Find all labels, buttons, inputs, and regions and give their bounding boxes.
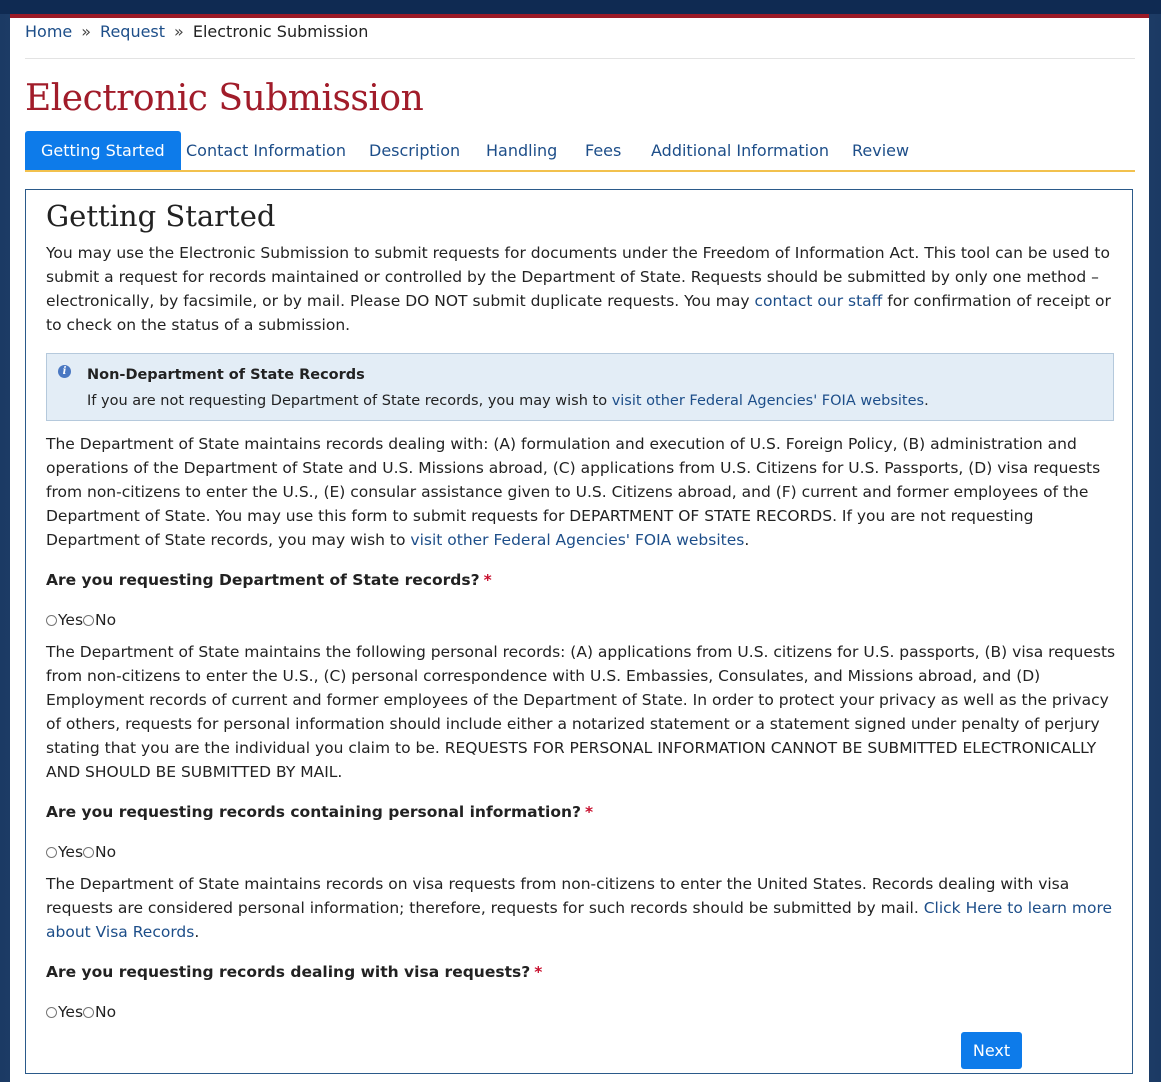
tab-description[interactable]: Description xyxy=(369,141,461,160)
federal-agencies-link[interactable]: visit other Federal Agencies' FOIA websites xyxy=(410,531,745,549)
alert-text-part: If you are not requesting Department of State records, you may wish to xyxy=(87,393,612,409)
radio-no[interactable] xyxy=(83,609,116,631)
radio-no[interactable] xyxy=(83,1001,116,1023)
page-content xyxy=(10,18,1149,1082)
radio-no-input[interactable] xyxy=(83,1007,94,1018)
radio-label: Yes xyxy=(58,1002,84,1021)
question-dos-records xyxy=(46,568,492,592)
alert-body xyxy=(87,390,929,412)
breadcrumb-request-link[interactable]: Request xyxy=(100,22,166,41)
intro-text-part: for confirmation of receipt or to check on the status of a submission. xyxy=(46,292,1111,334)
alert-text-part: . xyxy=(924,393,929,409)
intro-text xyxy=(46,241,1116,337)
breadcrumb-home-link[interactable]: Home xyxy=(25,22,73,41)
required-marker: * xyxy=(585,803,594,821)
required-marker: * xyxy=(534,963,543,981)
breadcrumb-separator: » xyxy=(81,22,92,41)
radio-label: No xyxy=(95,1002,117,1021)
contact-staff-link[interactable]: contact our staff xyxy=(754,292,883,310)
section-heading: Getting Started xyxy=(46,199,276,233)
radio-label: Yes xyxy=(58,842,84,861)
tab-review[interactable]: Review xyxy=(852,141,910,160)
federal-agencies-link[interactable]: visit other Federal Agencies' FOIA websites xyxy=(611,393,925,409)
question-label: Are you requesting records containing personal information? xyxy=(46,803,582,821)
tab-handling[interactable]: Handling xyxy=(486,141,558,160)
radio-label: No xyxy=(95,610,117,629)
radio-group-visa-requests xyxy=(46,1000,116,1023)
divider xyxy=(25,58,1135,59)
radio-yes-input[interactable] xyxy=(46,615,57,626)
visa-text-part: The Department of State maintains records on visa requests from non-citizens to enter the United States. Records dealing with visa requests are considered personal information; therefore, requests for such records should be submitted by mail. xyxy=(46,875,1070,917)
page-title: Electronic Submission xyxy=(25,78,424,119)
required-marker: * xyxy=(483,571,492,589)
tab-fees[interactable]: Fees xyxy=(585,141,622,160)
breadcrumb-separator: » xyxy=(174,22,184,41)
info-icon: i xyxy=(58,365,71,378)
info-alert xyxy=(46,353,1114,421)
step-tabs xyxy=(25,131,1135,172)
question-label: Are you requesting Department of State records? xyxy=(46,571,480,589)
top-banner xyxy=(0,0,1161,14)
visa-records-link[interactable]: Click Here to learn more about Visa Records xyxy=(46,899,1113,941)
tab-contact-information[interactable]: Contact Information xyxy=(186,141,346,160)
radio-no-input[interactable] xyxy=(83,847,94,858)
radio-group-dos-records xyxy=(46,608,116,631)
radio-yes[interactable] xyxy=(46,841,83,863)
radio-no-input[interactable] xyxy=(83,615,94,626)
question-visa-requests xyxy=(46,960,542,984)
radio-yes[interactable] xyxy=(46,1001,83,1023)
breadcrumb xyxy=(25,20,368,44)
visa-text-part: . xyxy=(194,923,200,941)
tab-additional-information[interactable]: Additional Information xyxy=(651,141,830,160)
personal-records-text: The Department of State maintains the following personal records: (A) applications from U.S. citizens for U.S. passports, (B) visa requests from non-citizens to enter the U.S., (C) personal correspondence with U.S. Embassies, Consulates, and Missions abroad, and (D) Employment records of current and former employees of the Department of State. In order to protect your privacy as well as the privacy of others, requests for personal information should include either a notarized statement or a statement signed under penalty of perjury stating that you are the individual you claim to be. REQUESTS FOR PERSONAL INFORMATION CANNOT BE SUBMITTED ELECTRONICALLY AND SHOULD BE SUBMITTED BY MAIL. xyxy=(46,643,1116,781)
breadcrumb-current: Electronic Submission xyxy=(192,22,369,41)
radio-label: Yes xyxy=(58,610,84,629)
radio-yes-input[interactable] xyxy=(46,847,57,858)
alert-title: Non-Department of State Records xyxy=(87,367,365,383)
records-info-text xyxy=(46,432,1116,552)
radio-no[interactable] xyxy=(83,841,116,863)
records-text-part: . xyxy=(744,531,750,549)
visa-records-text xyxy=(46,872,1116,944)
radio-yes[interactable] xyxy=(46,609,83,631)
getting-started-panel xyxy=(25,189,1133,1074)
radio-group-personal-info xyxy=(46,840,116,863)
records-text-part: The Department of State maintains records dealing with: (A) formulation and execution of U.S. Foreign Policy, (B) administration and operations of the Department of State and U.S. Missions abroad, (C) applications from U.S. Citizens for U.S. Passports, (D) visa requests from non-citizens to enter the U.S., (E) consular assistance given to U.S. Citizens abroad, and (F) current and former employees of the Department of State. You may use this form to submit requests for DEPARTMENT OF STATE RECORDS. If you are not requesting Department of State records, you may wish to xyxy=(46,435,1101,549)
intro-text-part: You may use the Electronic Submission to submit requests for documents under the Freedom of Information Act. This tool can be used to submit a request for records maintained or controlled by the Department of State. Requests should be submitted by only one method – electronically, by facsimile, or by mail. Please DO NOT submit duplicate requests. You may xyxy=(46,244,1110,310)
radio-yes-input[interactable] xyxy=(46,1007,57,1018)
question-personal-info xyxy=(46,800,593,824)
question-label: Are you requesting records dealing with visa requests? xyxy=(46,963,531,981)
radio-label: No xyxy=(95,842,117,861)
tab-getting-started[interactable]: Getting Started xyxy=(25,131,181,170)
next-button[interactable]: Next xyxy=(961,1032,1022,1069)
